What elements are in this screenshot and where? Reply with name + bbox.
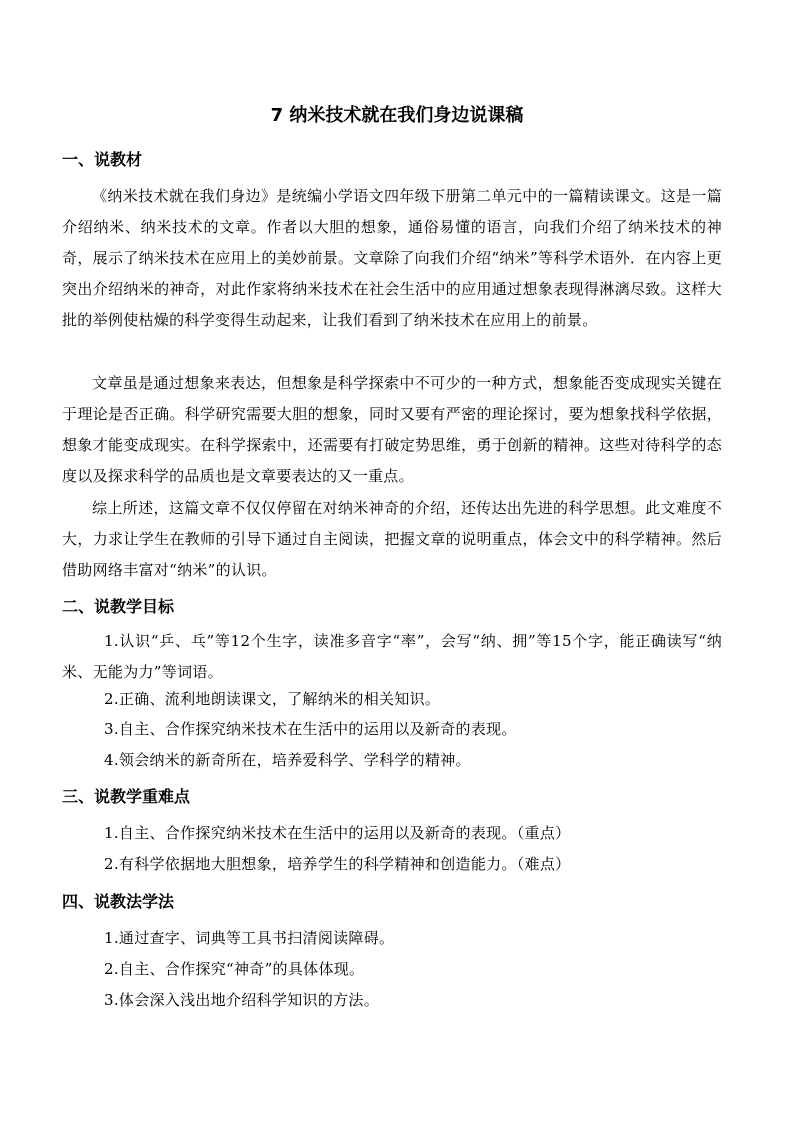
objective-item: 1.认识“乒、乓”等12个生字，读准多音字“率”，会写“纳、拥”等15个字，能正确读写“纳米、无能为力”等词语。 (62, 632, 722, 681)
page-title: 7 纳米技术就在我们身边说课稿 (270, 105, 524, 126)
section-heading-textbook: 一、说教材 (62, 150, 143, 169)
key-point-item: 1.自主、合作探究纳米技术在生活中的运用以及新奇的表现。（重点） (104, 824, 571, 842)
objective-item: 2.正确、流利地朗读课文，了解纳米的相关知识。 (104, 690, 441, 708)
section-heading-objectives: 二、说教学目标 (62, 597, 175, 616)
key-point-item: 2.有科学依据地大胆想象，培养学生的科学精神和创造能力。（难点） (104, 855, 571, 873)
paragraph-textbook-imagination: 文章虽是通过想象来表达，但想象是科学探索中不可少的一种方式，想象能否变成现实关键在于理论是否正确。科学研究需要大胆的想象，同时又要有严密的理论探讨，要为想象找科学依据，想象才能变成现实。在科学探索中，还需要有打破定势思维，勇于创新的精神。这些对待科学的态度以及探求科学的品质也是文章要表达的又一重点。 (62, 374, 722, 485)
section-heading-key-points: 三、说教学重难点 (62, 787, 191, 806)
method-item: 2.自主、合作探究“神奇”的具体体现。 (104, 960, 365, 978)
method-item: 1.通过查字、词典等工具书扫清阅读障碍。 (104, 929, 395, 947)
method-item: 3.体会深入浅出地介绍科学知识的方法。 (104, 991, 380, 1009)
objective-item: 3.自主、合作探究纳米技术在生活中的运用以及新奇的表现。 (104, 720, 517, 738)
section-heading-methods: 四、说教法学法 (62, 892, 175, 911)
paragraph-textbook-summary: 综上所述，这篇文章不仅仅停留在对纳米神奇的介绍，还传达出先进的科学思想。此文难度不大，力求让学生在教师的引导下通过自主阅读，把握文章的说明重点，体会文中的科学精神。然后借助网络丰富对“纳米”的认识。 (62, 499, 722, 579)
paragraph-textbook-intro: 《纳米技术就在我们身边》是统编小学语文四年级下册第二单元中的一篇精读课文。这是一篇介绍纳米、纳米技术的文章。作者以大胆的想象，通俗易懂的语言，向我们介绍了纳米技术的神奇，展示了纳米技术在应用上的美妙前景。文章除了向我们介绍“纳米”等科学术语外．在内容上更突出介绍纳米的神奇，对此作家将纳米技术在社会生活中的应用通过想象表现得淋漓尽致。这样大批的举例使枯燥的科学变得生动起来，让我们看到了纳米技术在应用上的前景。 (62, 187, 722, 329)
objective-item: 4.领会纳米的新奇所在，培养爱科学、学科学的精神。 (104, 751, 471, 769)
